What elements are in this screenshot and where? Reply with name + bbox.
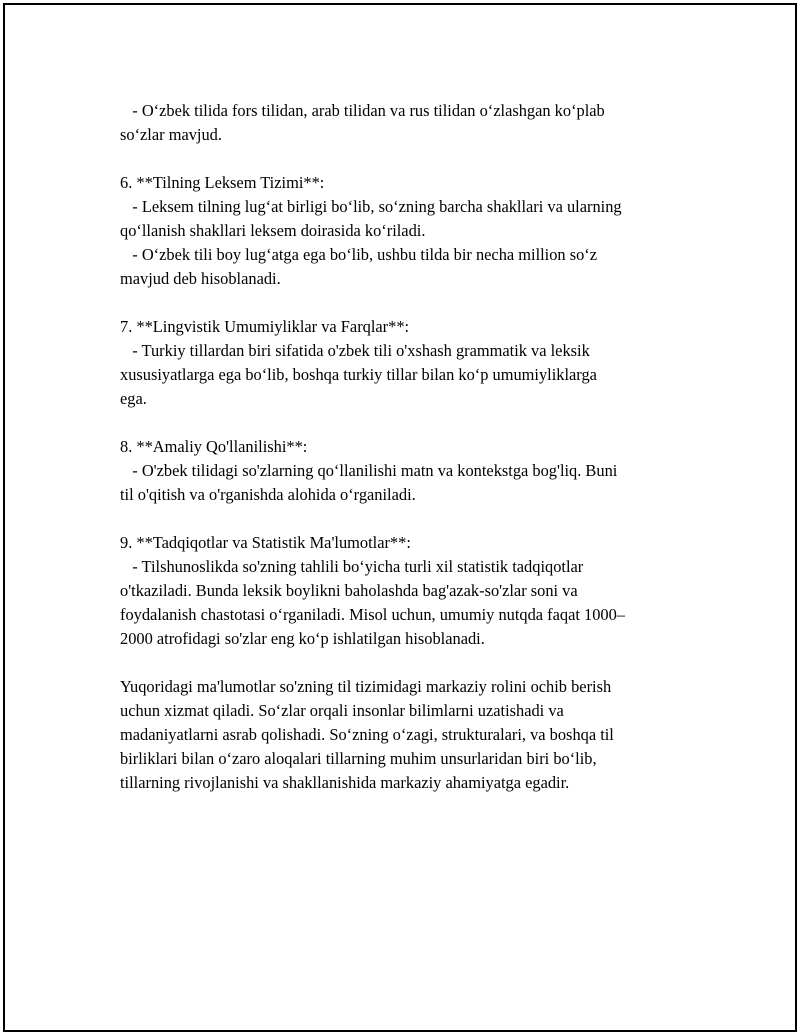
text-line: xususiyatlarga ega bo‘lib, boshqa turkiy tillar bilan ko‘p umumiyliklarga [120,365,597,384]
text-line: - O‘zbek tilida fors tilidan, arab tilidan va rus tilidan o‘zlashgan ko‘plab [120,101,605,120]
text-line: 2000 atrofidagi so'zlar eng ko‘p ishlatilgan hisoblanadi. [120,629,485,648]
section-heading: 9. **Tadqiqotlar va Statistik Ma'lumotlar**: [120,533,411,552]
text-line: Yuqoridagi ma'lumotlar so'zning til tizimidagi markaziy rolini ochib berish [120,677,612,696]
section-9 [120,531,695,651]
section-heading: 8. **Amaliy Qo'llanilishi**: [120,437,308,456]
paragraph-gap [120,291,695,315]
text-line: - O‘zbek tili boy lug‘atga ega bo‘lib, ushbu tilda bir necha million so‘z [120,245,598,264]
section-7 [120,315,695,411]
text-line: til o'qitish va o'rganishda alohida o‘rganiladi. [120,485,416,504]
text-line: - Leksem tilning lug‘at birligi bo‘lib, so‘zning barcha shakllari va ularning [120,197,622,216]
document-body [120,99,695,795]
text-line: madaniyatlarni asrab qolishadi. So‘zning o‘zagi, strukturalari, va boshqa til [120,725,614,744]
conclusion-paragraph [120,675,695,795]
text-line: so‘zlar mavjud. [120,125,222,144]
text-line: uchun xizmat qiladi. So‘zlar orqali insonlar bilimlarni uzatishadi va [120,701,564,720]
text-line: - Turkiy tillardan biri sifatida o'zbek tili o'xshash grammatik va leksik [120,341,590,360]
text-line: ega. [120,389,147,408]
intro-bullet [120,99,695,147]
paragraph-gap [120,147,695,171]
text-line: tillarning rivojlanishi va shakllanishida markaziy ahamiyatga egadir. [120,773,570,792]
text-line: qo‘llanish shakllari leksem doirasida ko‘riladi. [120,221,426,240]
text-line: foydalanish chastotasi o‘rganiladi. Misol uchun, umumiy nutqda faqat 1000– [120,605,625,624]
text-line: - O'zbek tilidagi so'zlarning qo‘llanilishi matn va kontekstga bog'liq. Buni [120,461,618,480]
section-6 [120,171,695,291]
paragraph-gap [120,507,695,531]
paragraph-gap [120,411,695,435]
section-heading: 7. **Lingvistik Umumiyliklar va Farqlar**: [120,317,410,336]
page-frame [3,3,797,1032]
section-heading: 6. **Tilning Leksem Tizimi**: [120,173,325,192]
section-8 [120,435,695,507]
text-line: birliklari bilan o‘zaro aloqalari tillarning muhim unsurlaridan biri bo‘lib, [120,749,597,768]
text-line: - Tilshunoslikda so'zning tahlili bo‘yicha turli xil statistik tadqiqotlar [120,557,584,576]
paragraph-gap [120,651,695,675]
text-line: mavjud deb hisoblanadi. [120,269,281,288]
text-line: o'tkaziladi. Bunda leksik boylikni baholashda bag'azak-so'zlar soni va [120,581,578,600]
